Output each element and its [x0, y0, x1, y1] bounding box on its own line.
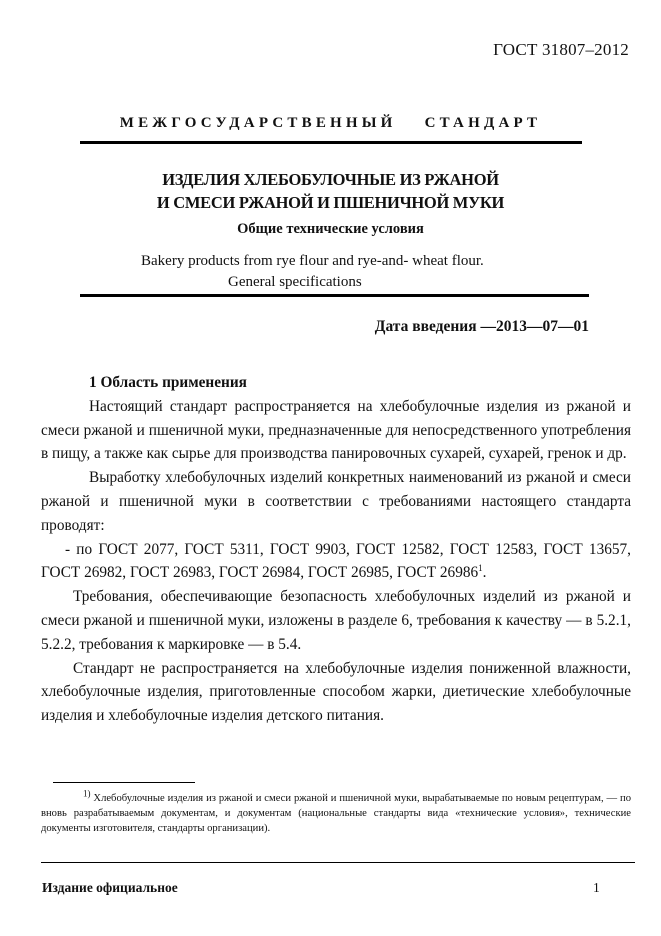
page-number: 1 [593, 880, 600, 895]
footnote-text: Хлебобулочные изделия из ржаной и смеси ржаной и пшеничной муки, вырабатываемые по новым рецептурам, — по вновь разрабатываемым документам, и документам (национальные стандарты вида «технические условия», технические документы изготовителя, стандарты организации). [41, 793, 632, 834]
title-line-2: И СМЕСИ РЖАНОЙ И ПШЕНИЧНОЙ МУКИ [156, 193, 505, 212]
paragraph-production: Выработку хлебобулочных изделий конкретных наименований из ржаной и смеси ржаной и пшеничной муки в соответствии с требованиями настоящего стандарта проводят: [41, 469, 631, 534]
english-title-line-2: General specifications [228, 274, 362, 290]
document-title [0, 168, 661, 238]
official-edition-label: Издание официальное [42, 880, 178, 895]
english-title-line-1: Bakery products from rye flour and rye-and- wheat flour. [141, 253, 484, 269]
banner-word-standard: СТАНДАРТ [424, 115, 542, 131]
gost-references-text: - по ГОСТ 2077, ГОСТ 5311, ГОСТ 9903, ГОСТ 12582, ГОСТ 12583, ГОСТ 13657, ГОСТ 26982, ГОСТ 26983, ГОСТ 26984, ГОСТ 26985, ГОСТ 26986 [41, 540, 631, 582]
title-divider [80, 294, 589, 297]
footnote-reference[interactable]: 1 [478, 563, 483, 574]
section-heading: 1 Область применения [89, 374, 247, 391]
paragraph-scope: Настоящий стандарт распространяется на хлебобулочные изделия из ржаной и смеси ржаной и пшеничной муки, предназначенные для непосредственного употребления в пищу, а также как сырье для производства панировочных сухарей, сухарей, гренок и др. [41, 397, 631, 463]
banner-word-interstate: МЕЖГОСУДАРСТВЕННЫЙ [119, 115, 397, 131]
section-scope [41, 371, 631, 728]
top-divider [80, 141, 582, 144]
footnote-marker: 1) [83, 788, 91, 799]
document-subtitle: Общие технические условия [237, 221, 424, 237]
footer-divider [41, 862, 635, 863]
standard-banner [0, 115, 661, 132]
paragraph-exclusions: Стандарт не распространяется на хлебобулочные изделия пониженной влажности, хлебобулочные изделия, приготовленные способом жарки, диетические хлебобулочные изделия и хлебобулочные изделия детского питания. [41, 659, 631, 725]
paragraph-requirements: Требования, обеспечивающие безопасность хлебобулочных изделий из ржаной и смеси ржаной и пшеничной муки, изложены в разделе 6, требования к качеству — в 5.2.1, 5.2.2, требования к маркировке — в 5.4. [41, 588, 631, 653]
document-number: ГОСТ 31807–2012 [493, 40, 629, 59]
list-terminator: . [482, 564, 487, 582]
footnote-divider [53, 782, 195, 783]
list-item-gost-references [41, 538, 631, 586]
footnote [41, 788, 632, 836]
title-line-1: ИЗДЕЛИЯ ХЛЕБОБУЛОЧНЫЕ ИЗ РЖАНОЙ [162, 170, 499, 189]
introduction-date: Дата введения —2013—07—01 [374, 318, 589, 335]
english-title [0, 251, 661, 293]
